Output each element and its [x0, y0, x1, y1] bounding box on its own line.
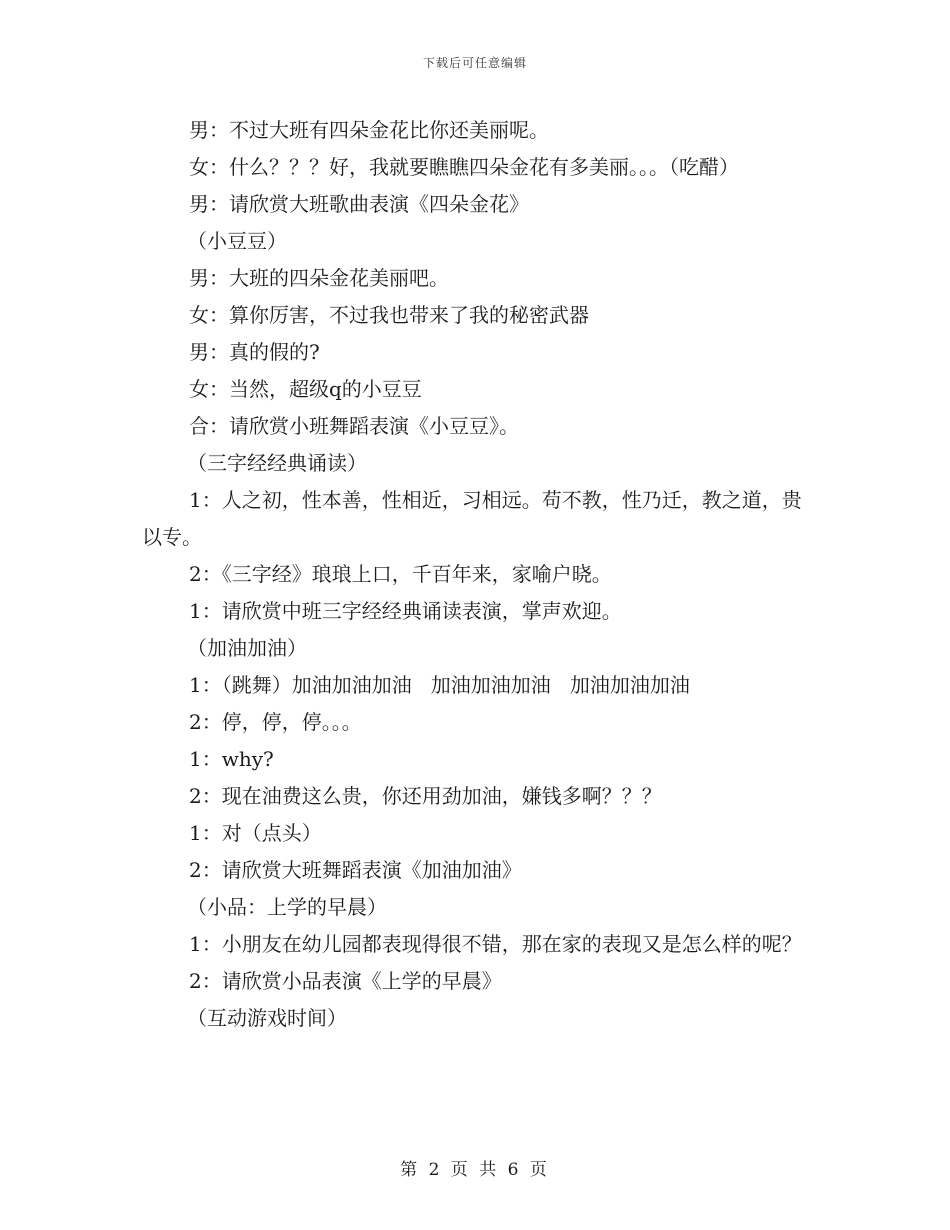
dialogue-line: 1：人之初，性本善，性相近，习相远。苟不教，性乃迁，教之道，贵以专。: [142, 488, 802, 549]
dialogue-line: 2：请欣赏大班舞蹈表演《加油加油》: [189, 858, 522, 882]
dialogue-line: 2：请欣赏小品表演《上学的早晨》: [189, 969, 502, 993]
dialogue-line: 1：小朋友在幼儿园都表现得很不错，那在家的表现又是怎么样的呢？: [189, 932, 802, 956]
dialogue-line: 2：《三字经》琅琅上口，千百年来，家喻户晓。: [189, 562, 612, 586]
dialogue-line: 2：停，停，停。。。: [189, 710, 362, 734]
dialogue-line: 1：why?: [189, 747, 274, 771]
section-heading: （互动游戏时间）: [187, 1006, 347, 1030]
document-body: [142, 112, 818, 1037]
page-header: 下载后可任意编辑: [422, 56, 527, 70]
dialogue-line: 男：不过大班有四朵金花比你还美丽呢。: [189, 118, 549, 142]
dialogue-line: 男：请欣赏大班歌曲表演《四朵金花》: [189, 192, 529, 216]
dialogue-line: 1：（跳舞）加油加油加油 加油加油加油 加油加油加油: [189, 673, 690, 697]
section-heading: （三字经经典诵读）: [187, 451, 367, 475]
page-number: 第 2 页 共 6 页: [400, 1160, 550, 1180]
section-heading: （加油加油）: [187, 636, 307, 660]
dialogue-line: 女：什么？？？好，我就要瞧瞧四朵金花有多美丽。。。（吃醋）: [189, 155, 739, 179]
dialogue-line: 男：真的假的?: [189, 340, 320, 364]
dialogue-line: 男：大班的四朵金花美丽吧。: [189, 266, 449, 290]
dialogue-line: 合：请欣赏小班舞蹈表演《小豆豆》。: [189, 414, 519, 438]
dialogue-line: 女：当然，超级q的小豆豆: [189, 377, 422, 401]
section-heading: （小豆豆）: [187, 229, 287, 253]
section-heading: （小品：上学的早晨）: [187, 895, 387, 919]
dialogue-line: 1：请欣赏中班三字经经典诵读表演，掌声欢迎。: [189, 599, 622, 623]
dialogue-line: 1：对（点头）: [189, 821, 322, 845]
dialogue-line: 2：现在油费这么贵，你还用劲加油，嫌钱多啊？？？: [189, 784, 662, 808]
dialogue-line: 女：算你厉害，不过我也带来了我的秘密武器: [189, 303, 589, 327]
